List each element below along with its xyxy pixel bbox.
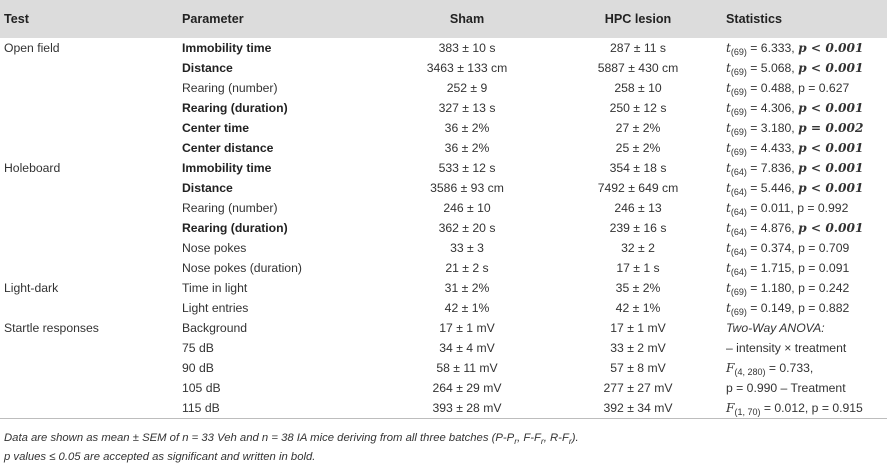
stat-df: (69) [730,127,747,137]
stat-p-value: p < 0.001 [798,101,864,115]
stat-text: p = 0.990 – Treatment [726,381,846,395]
cell-statistics [724,178,887,198]
stat-p-value: p = 0.992 [797,201,849,215]
stat-value: = 6.333, [746,41,799,55]
cell-parameter: Nose pokes (duration) [182,261,302,275]
cell-sham: 36 ± 2% [444,141,490,155]
cell-sham: 393 ± 28 mV [382,398,552,419]
table-row [0,258,887,278]
cell-statistics [724,98,887,118]
cell-parameter: Center time [182,121,250,135]
cell-hpc-lesion: 17 ± 1 s [616,261,660,275]
cell-parameter: Center distance [182,141,274,155]
stat-value: = 4.876, [746,221,799,235]
stat-value: = 5.446, [746,181,799,195]
cell-test [0,78,182,98]
stat-value: = 0.733, [765,361,814,375]
stat-df: (64) [730,227,747,237]
header-row [0,0,887,38]
stat-df: (69) [730,147,747,157]
cell-hpc-lesion: 57 ± 8 mV [610,361,666,375]
cell-test [0,178,182,198]
cell-hpc-lesion: 5887 ± 430 cm [597,61,679,75]
table-row [0,158,887,178]
cell-sham: 362 ± 20 s [438,221,496,235]
cell-parameter: Rearing (duration) [182,101,288,115]
footnote-text: Data are shown as mean ± SEM of n = 33 Veh and n = 38 IA mice deriving from all three batches (P-P [4,432,515,444]
table-row [0,378,887,398]
cell-hpc-lesion: 392 ± 34 mV [552,398,724,419]
stat-df: (64) [730,187,747,197]
cell-sham: 383 ± 10 s [438,41,496,55]
footnote-sub: r [568,436,572,446]
stat-p-value: p = 0.091 [798,261,850,275]
cell-test [0,298,182,318]
cell-statistics [724,238,887,258]
cell-test [0,378,182,398]
stat-text: – intensity × treatment [726,341,847,355]
stat-df: (69) [730,307,747,317]
stat-value: = 4.306, [746,101,799,115]
stat-p-value: p < 0.001 [798,181,864,195]
stat-symbol: t [726,241,731,255]
cell-parameter: Immobility time [182,161,272,175]
stat-value: = 0.488, [746,81,799,95]
cell-test: Open field [4,41,60,55]
cell-sham: 264 ± 29 mV [432,381,502,395]
stat-p-value: p < 0.001 [798,141,864,155]
table-row [0,78,887,98]
stat-value: = 3.180, [746,121,799,135]
footnote-text: , F-F [517,432,541,444]
cell-statistics [724,158,887,178]
table-row [0,338,887,358]
cell-hpc-lesion: 17 ± 1 mV [610,321,666,335]
stat-df: (64) [730,167,747,177]
cell-test [0,338,182,358]
stat-symbol: t [726,201,731,215]
cell-statistics [724,258,887,278]
cell-statistics [724,38,887,58]
cell-hpc-lesion: 25 ± 2% [615,141,661,155]
cell-sham: 58 ± 11 mV [436,361,498,375]
footnote-significance: p values ≤ 0.05 are accepted as significant and written in bold. [4,451,316,463]
cell-sham: 3463 ± 133 cm [426,61,508,75]
stat-p-value: p = 0.882 [798,301,850,315]
footnote-data-description [4,432,579,444]
stat-symbol: t [726,41,731,55]
cell-statistics [724,138,887,158]
cell-sham: 17 ± 1 mV [439,321,495,335]
cell-statistics [724,358,887,378]
stat-df: (69) [730,107,747,117]
cell-sham: 246 ± 10 [443,201,491,215]
cell-parameter: Immobility time [182,41,272,55]
cell-test: Light-dark [4,281,59,295]
cell-parameter: Time in light [182,281,248,295]
table-row [0,278,887,298]
cell-statistics [724,378,887,398]
stat-symbol: t [726,101,731,115]
cell-statistics [724,318,887,338]
stat-p-value: p = 0.242 [798,281,850,295]
stat-value: = 0.149, [746,301,799,315]
cell-statistics [724,198,887,218]
cell-test [0,258,182,278]
stat-value: = 0.011, [746,201,798,215]
cell-statistics [724,118,887,138]
cell-parameter: Distance [182,61,233,75]
cell-parameter: Rearing (number) [182,201,278,215]
cell-parameter: Rearing (duration) [182,221,288,235]
cell-hpc-lesion: 35 ± 2% [615,281,661,295]
stat-value: = 4.433, [746,141,799,155]
stat-text: Two-Way ANOVA: [726,321,825,335]
stat-symbol: t [726,221,731,235]
cell-test: Holeboard [4,161,61,175]
cell-hpc-lesion: 246 ± 13 [614,201,662,215]
cell-hpc-lesion: 7492 ± 649 cm [597,181,679,195]
cell-hpc-lesion: 32 ± 2 [621,241,655,255]
stat-df: (69) [730,87,747,97]
cell-test [0,218,182,238]
footnote-sub: r [540,436,544,446]
table-row [0,38,887,58]
stat-symbol: t [726,281,731,295]
cell-test [0,198,182,218]
footnote-text: ). [571,432,579,444]
stat-symbol: F [726,361,735,375]
cell-sham: 21 ± 2 s [445,261,489,275]
table-row [0,238,887,258]
stat-p-value: p = 0.709 [798,241,850,255]
cell-test [0,238,182,258]
cell-parameter: Light entries [182,301,249,315]
stat-p-value: p < 0.001 [798,221,864,235]
stat-df: (64) [730,247,747,257]
stat-value: = 1.715, [746,261,799,275]
cell-sham: 327 ± 13 s [438,101,496,115]
stat-value: = 7.836, [746,161,799,175]
table-row [0,198,887,218]
cell-parameter: Distance [182,181,233,195]
stat-symbol: t [726,141,731,155]
cell-test [0,98,182,118]
stat-df: (69) [730,287,747,297]
table-row [0,298,887,318]
stat-symbol: t [726,181,731,195]
cell-hpc-lesion: 287 ± 11 s [610,41,666,55]
cell-test [0,398,182,419]
cell-test [0,138,182,158]
cell-test [0,358,182,378]
stat-symbol: t [726,61,731,75]
stat-p-value: p = 0.002 [798,121,864,135]
cell-sham: 42 ± 1% [444,301,490,315]
stat-df: (1, 70) [734,407,761,417]
cell-statistics [724,298,887,318]
cell-test [0,58,182,78]
table-row [0,318,887,338]
table-row [0,118,887,138]
table-body [0,38,887,419]
cell-sham: 3586 ± 93 cm [430,181,504,195]
cell-hpc-lesion: 33 ± 2 mV [610,341,666,355]
stat-value: = 1.180, [746,281,799,295]
cell-statistics [724,58,887,78]
stat-df: (64) [730,207,747,217]
cell-test [0,118,182,138]
cell-parameter: Background [182,321,248,335]
table-row [0,178,887,198]
cell-sham: 36 ± 2% [444,121,490,135]
cell-hpc-lesion: 239 ± 16 s [609,221,667,235]
cell-test: Startle responses [4,321,99,335]
stat-df: (69) [730,67,747,77]
stat-symbol: t [726,121,731,135]
stat-p-value: p < 0.001 [798,61,864,75]
stat-symbol: t [726,81,731,95]
cell-parameter: Rearing (number) [182,81,278,95]
table-row [0,98,887,118]
table-row [0,358,887,378]
cell-sham: 33 ± 3 [450,241,484,255]
cell-sham: 533 ± 12 s [438,161,496,175]
stat-symbol: t [726,301,731,315]
header-hpc-lesion: HPC lesion [552,0,724,38]
cell-statistics [724,278,887,298]
table-row [0,138,887,158]
cell-sham: 252 ± 9 [446,81,488,95]
footnote-text: , R-F [543,432,569,444]
cell-sham: 34 ± 4 mV [439,341,495,355]
table-row [0,58,887,78]
cell-statistics [724,218,887,238]
stat-symbol: t [726,161,731,175]
cell-hpc-lesion: 354 ± 18 s [609,161,667,175]
cell-hpc-lesion: 258 ± 10 [614,81,662,95]
stat-df: (4, 280) [734,367,766,377]
cell-parameter: 90 dB [182,361,214,375]
cell-hpc-lesion: 277 ± 27 mV [603,381,673,395]
stat-symbol: F [726,401,735,415]
header-parameter: Parameter [182,0,382,38]
stat-df: (69) [730,47,747,57]
header-statistics: Statistics [724,0,887,38]
table-row [0,218,887,238]
footnote-sub: r [514,436,518,446]
cell-hpc-lesion: 42 ± 1% [615,301,661,315]
cell-parameter: 105 dB [182,381,221,395]
stat-symbol: t [726,261,731,275]
cell-parameter: 115 dB [182,398,382,419]
header-sham: Sham [382,0,552,38]
cell-statistics [724,78,887,98]
stat-df: (64) [730,267,747,277]
cell-hpc-lesion: 27 ± 2% [615,121,661,135]
cell-parameter: 75 dB [182,341,214,355]
stat-p-value: p = 0.627 [798,81,850,95]
stat-value: = 0.012, [760,401,812,415]
cell-statistics [724,338,887,358]
stat-value: = 5.068, [746,61,799,75]
cell-hpc-lesion: 250 ± 12 s [609,101,667,115]
stat-p-value: p = 0.915 [811,401,863,415]
cell-parameter: Nose pokes [182,241,247,255]
table-row [0,398,887,419]
cell-statistics [724,398,887,419]
cell-sham: 31 ± 2% [444,281,490,295]
stat-p-value: p < 0.001 [798,161,864,175]
stat-value: = 0.374, [746,241,799,255]
stat-p-value: p < 0.001 [798,41,864,55]
header-test: Test [0,0,182,38]
